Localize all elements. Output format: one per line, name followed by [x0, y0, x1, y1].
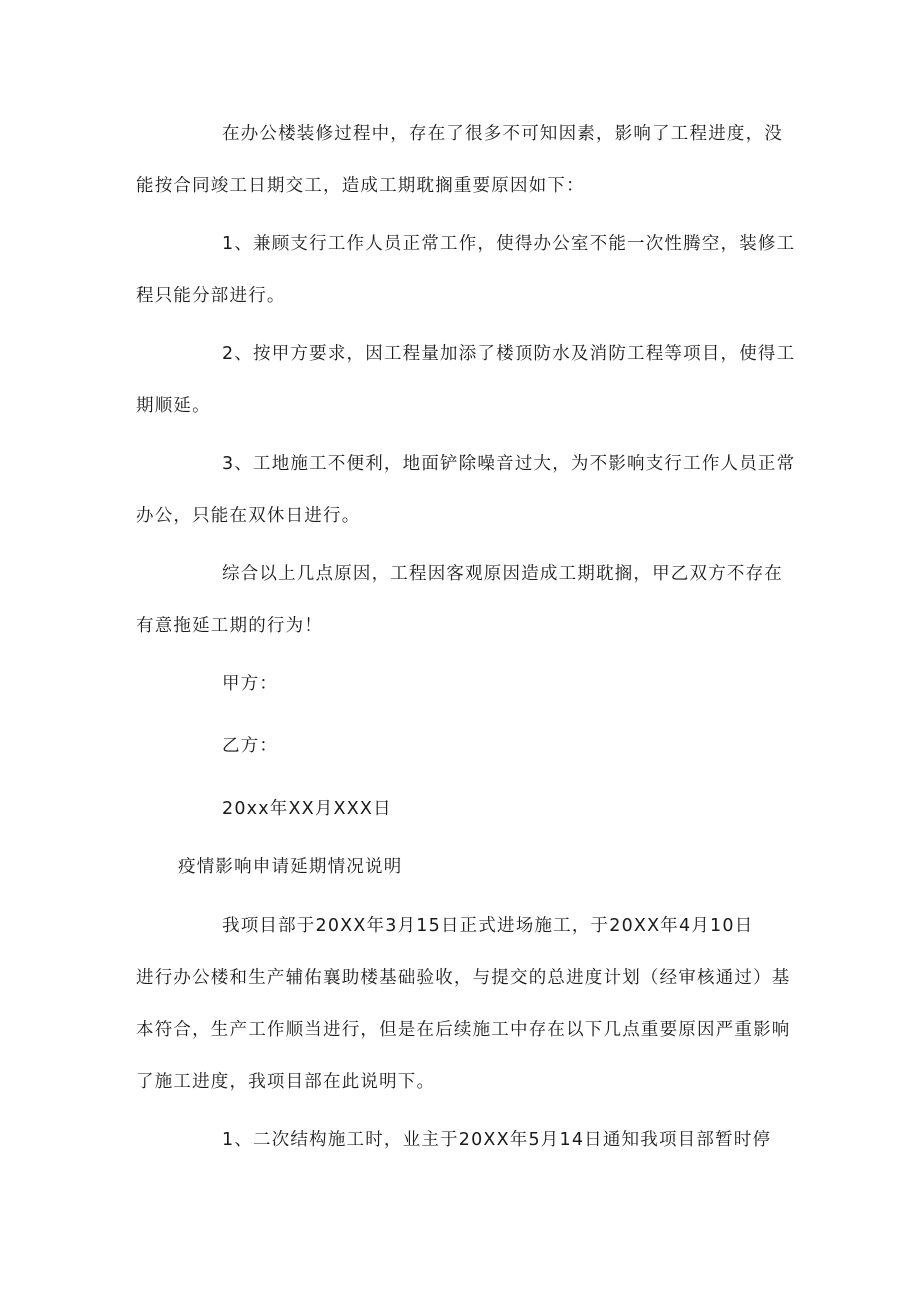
- reason-3-line-1: 3、工地施工不便利，地面铲除噪音过大，为不影响支行工作人员正常: [222, 454, 796, 474]
- section-title: 疫情影响申请延期情况说明: [178, 857, 403, 877]
- reason-2-line-1: 2、按甲方要求，因工程量加添了楼顶防水及消防工程等项目，使得工: [222, 344, 796, 364]
- intro-line-2: 能按合同竣工日期交工，造成工期耽搁重要原因如下：: [136, 176, 585, 196]
- conclusion-line-2: 有意拖延工期的行为！: [136, 616, 323, 636]
- party-a-label: 甲方：: [222, 674, 279, 694]
- signature-date: 20xx年XX月XXX日: [222, 799, 392, 819]
- party-b-label: 乙方：: [222, 736, 279, 756]
- body-line-3: 本符合，生产工作顺当进行，但是在后续施工中存在以下几点重要原因严重影响: [136, 1020, 791, 1040]
- conclusion-line-1: 综合以上几点原因，工程因客观原因造成工期耽搁，甲乙双方不存在: [222, 564, 783, 584]
- reason-3-line-2: 办公，只能在双休日进行。: [136, 506, 361, 526]
- reason-1-line-2: 程只能分部进行。: [136, 286, 286, 306]
- intro-line-1: 在办公楼装修过程中，存在了很多不可知因素，影响了工程进度，没: [222, 124, 783, 144]
- reason-2-line-2: 期顺延。: [136, 396, 211, 416]
- reason-1-line-1: 1、兼顾支行工作人员正常工作，使得办公室不能一次性腾空，装修工: [222, 234, 796, 254]
- item-1-line-1: 1、二次结构施工时，业主于20XX年5月14日通知我项目部暂时停: [222, 1130, 772, 1150]
- body-line-2: 进行办公楼和生产辅佑襄助楼基础验收，与提交的总进度计划（经审核通过）基: [136, 968, 791, 988]
- body-line-4: 了施工进度，我项目部在此说明下。: [136, 1072, 436, 1092]
- body-line-1: 我项目部于20XX年3月15日正式进场施工，于20XX年4月10日: [222, 916, 754, 936]
